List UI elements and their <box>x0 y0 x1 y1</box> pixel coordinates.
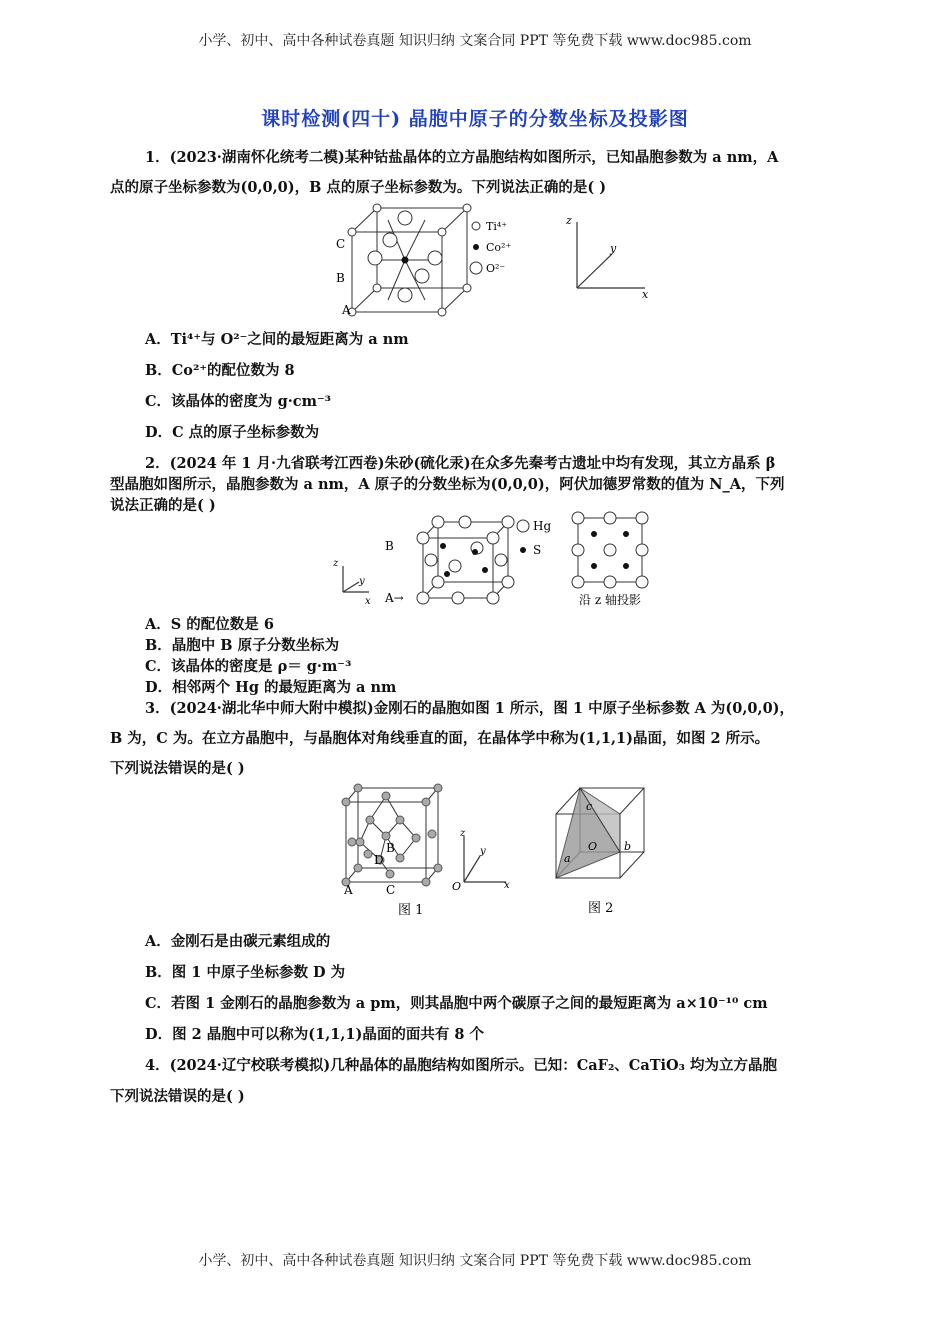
q1-legend-co: Co²⁺ <box>486 241 512 254</box>
q3-label-o: O <box>588 840 598 853</box>
q1-option-b: B．Co²⁺的配位数为 8 <box>145 362 295 379</box>
page-title: 课时检测(四十) 晶胞中原子的分数坐标及投影图 <box>261 108 689 130</box>
q2-option-a: A．S 的配位数是 6 <box>145 616 274 633</box>
q4-stem-line2: 下列说法错误的是( ) <box>110 1088 245 1105</box>
q3-option-b: B．图 1 中原子坐标参数 D 为 <box>145 964 346 981</box>
q2-projection-label: 沿 z 轴投影 <box>579 593 641 607</box>
q3-figure <box>330 782 680 922</box>
q3-option-a: A．金刚石是由碳元素组成的 <box>145 933 331 950</box>
q3-option-d: D．图 2 晶胞中可以称为(1,1,1)晶面的面共有 8 个 <box>145 1026 485 1043</box>
q3-axis-z: z <box>460 828 466 839</box>
q1-stem-line2: 点的原子坐标参数为(0,0,0)，B 点的原子坐标参数为。下列说法正确的是( ) <box>110 179 607 196</box>
q1-option-d: D．C 点的原子坐标参数为 <box>145 424 320 441</box>
q2-figure <box>325 508 665 616</box>
q1-label-b: B <box>336 271 345 285</box>
q3-stem-line1: 3．(2024·湖北华中师大附中模拟)金刚石的晶胞如图 1 所示，图 1 中原子坐标参数 A 为(0,0,0)， <box>145 700 795 717</box>
q1-legend-ti: Ti⁴⁺ <box>486 220 508 233</box>
q3-fig1-caption: 图 1 <box>398 903 424 918</box>
q3-axis-x: x <box>504 880 510 891</box>
q3-stem-line3: 下列说法错误的是( ) <box>110 760 245 777</box>
q1-stem-line1: 1．(2023·湖南怀化统考二模)某种钴盐晶体的立方晶胞结构如图所示，已知晶胞参数为 a nm，A <box>145 149 779 166</box>
q1-option-c: C．该晶体的密度为 g·cm⁻³ <box>145 393 331 410</box>
q3-option-c: C．若图 1 金刚石的晶胞参数为 a pm，则其晶胞中两个碳原子之间的最短距离为 a×10⁻¹⁰ cm <box>145 995 768 1012</box>
q3-stem-line2: B 为，C 为。在立方晶胞中，与晶胞体对角线垂直的面，在晶体学中称为(1,1,1)晶面，如图 2 所示。 <box>110 730 770 747</box>
q3-fig2-caption: 图 2 <box>588 901 614 916</box>
q3-axis-origin: O <box>452 880 462 893</box>
q2-stem-line2: 型晶胞如图所示，晶胞参数为 a nm，A 原子的分数坐标为(0,0,0)，阿伏加德罗常数的值为 N_A，下列 <box>110 476 785 493</box>
q1-label-a: A <box>342 303 351 317</box>
q3-label-b: B <box>386 841 395 855</box>
q3-label-c: C <box>386 883 396 897</box>
q2-option-b: B．晶胞中 B 原子分数坐标为 <box>145 637 340 654</box>
q2-axis-z: z <box>333 558 339 569</box>
q2-axis-x: x <box>365 596 371 607</box>
q2-stem-line1: 2．(2024 年 1 月·九省联考江西卷)朱砂(硫化汞)在众多先秦考古遗址中均有发现，其立方晶系 β <box>145 455 776 472</box>
q2-option-d: D．相邻两个 Hg 的最短距离为 a nm <box>145 679 397 696</box>
q1-axis-y: y <box>610 242 617 255</box>
q1-figure <box>330 200 660 320</box>
page-header: 小学、初中、高中各种试卷真题 知识归纳 文案合同 PPT 等免费下载 www.doc985.com <box>198 33 752 49</box>
q1-legend-o: O²⁻ <box>486 262 506 275</box>
q3-label-b-small: b <box>624 840 632 853</box>
q3-axis-y: y <box>480 846 486 857</box>
q1-axis-x: x <box>642 288 649 301</box>
q2-label-b: B <box>385 539 394 553</box>
page-footer: 小学、初中、高中各种试卷真题 知识归纳 文案合同 PPT 等免费下载 www.doc985.com <box>198 1253 752 1269</box>
q2-stem-line3: 说法正确的是( ) <box>110 497 216 514</box>
q2-axis-y: y <box>359 576 365 587</box>
q1-label-c: C <box>336 237 346 251</box>
q1-option-a: A．Ti⁴⁺与 O²⁻之间的最短距离为 a nm <box>145 331 409 348</box>
q1-axis-z: z <box>566 214 572 227</box>
q2-label-a: A→ <box>385 591 404 605</box>
q2-legend-s: S <box>533 543 542 557</box>
q4-stem-line1: 4．(2024·辽宁校联考模拟)几种晶体的晶胞结构如图所示。已知：CaF₂、CaTiO₃ 均为立方晶胞 <box>145 1057 778 1074</box>
q3-label-c-small: c <box>586 800 593 813</box>
q3-label-d: D <box>374 853 384 867</box>
q2-option-c: C．该晶体的密度是 ρ＝ g·m⁻³ <box>145 658 352 675</box>
q2-legend-hg: Hg <box>533 519 552 533</box>
q3-label-a-small: a <box>564 852 571 865</box>
q3-label-a: A <box>344 883 353 897</box>
